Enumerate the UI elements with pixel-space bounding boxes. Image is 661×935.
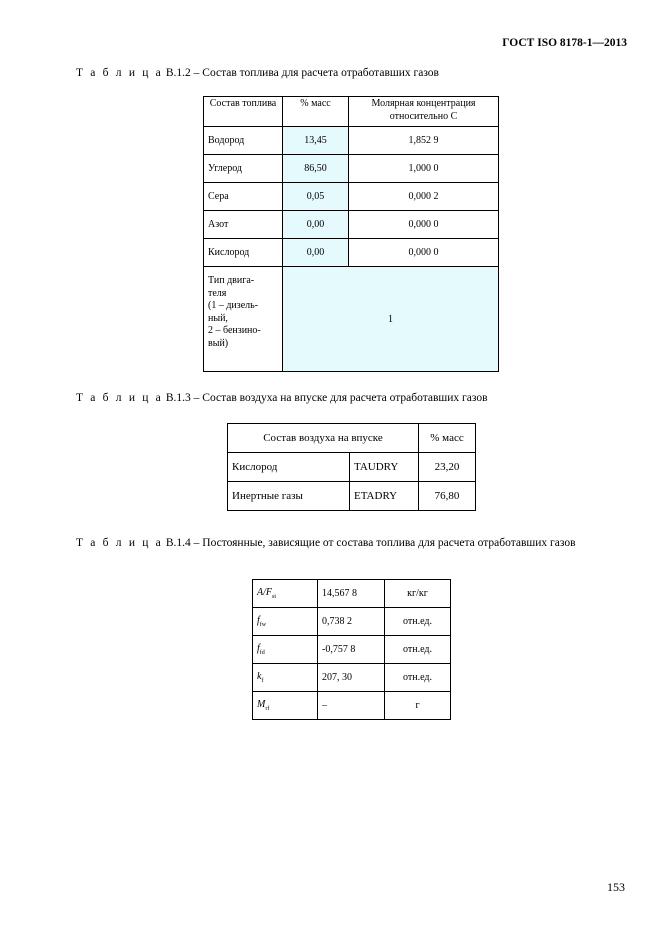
- column-header-mass: % масс: [283, 97, 349, 127]
- document-header: ГОСТ ISO 8178-1—2013: [502, 37, 627, 49]
- constant-unit: г: [385, 692, 451, 720]
- engine-label-line: Тип двига-: [208, 275, 255, 286]
- table-b12-caption: [76, 67, 439, 79]
- table-row: [204, 155, 499, 183]
- column-header-fuel: Состав топлива: [204, 97, 283, 127]
- engine-label-line: вый): [208, 337, 229, 349]
- table-row: [253, 636, 451, 664]
- air-component-value: 23,20: [419, 453, 476, 482]
- molar-value: 1,000 0: [349, 155, 499, 183]
- table-row: [228, 453, 476, 482]
- molar-value: 1,852 9: [349, 127, 499, 155]
- caption-prefix: Т а б л и ц а: [76, 67, 163, 79]
- table-row: [253, 664, 451, 692]
- intake-air-table: [227, 423, 476, 511]
- constant-unit: кг/кг: [385, 580, 451, 608]
- table-row: [204, 211, 499, 239]
- mass-value[interactable]: 86,50: [283, 155, 349, 183]
- constant-value: 207, 30: [318, 664, 385, 692]
- constant-symbol: [253, 664, 318, 692]
- symbol-subscript: f: [261, 678, 264, 684]
- caption-prefix: Т а б л и ц а: [76, 537, 163, 549]
- table-header-row: [204, 97, 499, 127]
- table-row: [204, 127, 499, 155]
- constant-symbol: [253, 636, 318, 664]
- table-row: [204, 239, 499, 267]
- symbol-subscript: fw: [259, 622, 267, 628]
- mass-value[interactable]: 0,00: [283, 211, 349, 239]
- fuel-composition-table: [203, 96, 499, 372]
- constant-symbol: [253, 692, 318, 720]
- constant-unit: отн.ед.: [385, 608, 451, 636]
- constant-symbol: [253, 580, 318, 608]
- constant-value: 0,738 2: [318, 608, 385, 636]
- table-row: [253, 580, 451, 608]
- fuel-name: Водород: [204, 127, 283, 155]
- caption-text: В.1.4 – Постоянные, зависящие от состава топлива для расчета отработавших газов: [165, 537, 576, 549]
- air-component-value: 76,80: [419, 482, 476, 511]
- symbol-subscript: fd: [259, 650, 265, 656]
- engine-label-line: теля: [208, 287, 227, 299]
- mass-value[interactable]: 0,00: [283, 239, 349, 267]
- caption-prefix: Т а б л и ц а: [76, 392, 163, 404]
- table-row: [253, 608, 451, 636]
- air-component-name: Инертные газы: [228, 482, 350, 511]
- table-row: [204, 183, 499, 211]
- caption-text: В.1.3 – Состав воздуха на впуске для расчета отработавших газов: [165, 392, 488, 404]
- constant-symbol: [253, 608, 318, 636]
- symbol-main: A/F: [257, 587, 272, 598]
- constant-value: –: [318, 692, 385, 720]
- molar-value: 0,000 2: [349, 183, 499, 211]
- caption-text: В.1.2 – Состав топлива для расчета отработавших газов: [165, 67, 439, 79]
- engine-type-row: [204, 267, 499, 372]
- fuel-name: Углерод: [204, 155, 283, 183]
- symbol-subscript: st: [272, 594, 277, 600]
- constant-value: -0,757 8: [318, 636, 385, 664]
- fuel-constants-table: [252, 579, 451, 720]
- page-number: 153: [607, 880, 625, 894]
- table-b14-caption: [76, 537, 576, 549]
- fuel-name: Кислород: [204, 239, 283, 267]
- engine-label-line: ный,: [208, 312, 228, 324]
- mass-value[interactable]: 13,45: [283, 127, 349, 155]
- engine-type-label: [204, 267, 283, 372]
- engine-label-line: 2 – бензино-: [208, 325, 261, 336]
- table-row: [253, 692, 451, 720]
- constant-unit: отн.ед.: [385, 664, 451, 692]
- engine-type-value[interactable]: 1: [283, 267, 499, 372]
- table-b13-caption: [76, 392, 488, 404]
- air-component-name: Кислород: [228, 453, 350, 482]
- constant-unit: отн.ед.: [385, 636, 451, 664]
- table-header-row: [228, 424, 476, 453]
- molar-value: 0,000 0: [349, 211, 499, 239]
- air-component-code: TAUDRY: [350, 453, 419, 482]
- molar-value: 0,000 0: [349, 239, 499, 267]
- table-row: [228, 482, 476, 511]
- fuel-name: Сера: [204, 183, 283, 211]
- engine-label-line: (1 – дизель-: [208, 300, 259, 311]
- air-component-code: ETADRY: [350, 482, 419, 511]
- symbol-main: M: [257, 699, 266, 710]
- column-header-mass: % масс: [419, 424, 476, 453]
- column-header-air: Состав воздуха на впуске: [228, 424, 419, 453]
- symbol-main: k: [257, 671, 262, 682]
- symbol-subscript: rf: [265, 706, 270, 712]
- fuel-name: Азот: [204, 211, 283, 239]
- constant-value: 14,567 8: [318, 580, 385, 608]
- mass-value[interactable]: 0,05: [283, 183, 349, 211]
- symbol-main: f: [257, 615, 260, 626]
- symbol-main: f: [257, 643, 260, 654]
- column-header-molar: Молярная концентрация относительно С: [349, 97, 499, 127]
